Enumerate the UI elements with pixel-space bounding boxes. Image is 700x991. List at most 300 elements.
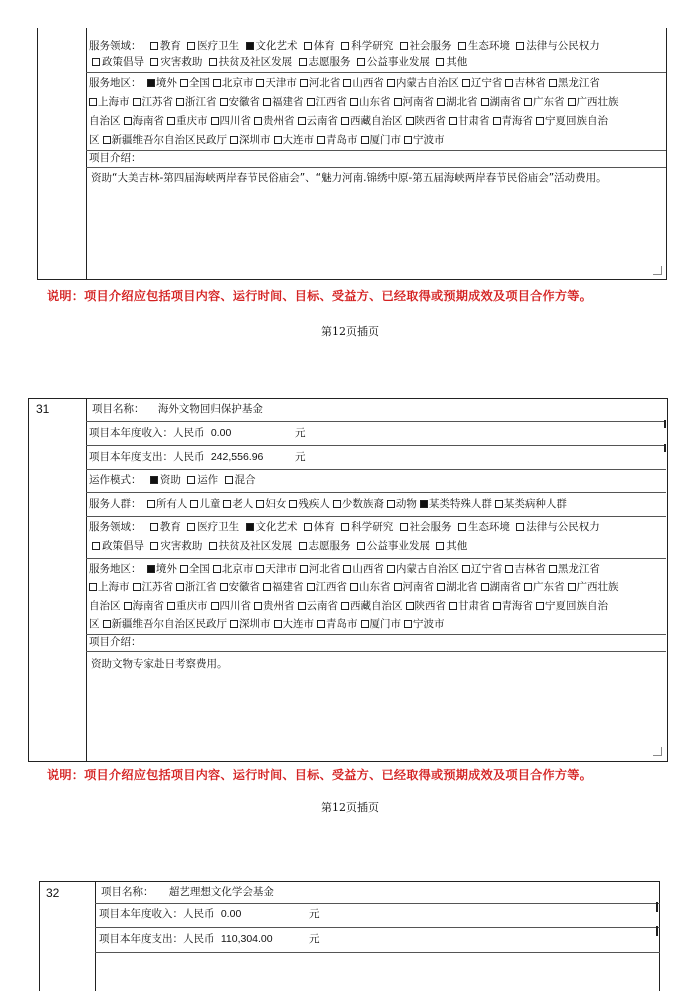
unchecked-checkbox-icon[interactable] [568, 98, 576, 106]
unchecked-checkbox-icon[interactable] [536, 117, 544, 125]
option-label: 甘肃省 [458, 600, 490, 612]
unit-label: 元 [295, 451, 306, 463]
unchecked-checkbox-icon[interactable] [254, 602, 262, 610]
option-label: 动物 [395, 498, 417, 510]
option-label: 青岛市 [326, 134, 358, 146]
checked-checkbox-icon[interactable] [147, 79, 155, 87]
unchecked-checkbox-icon[interactable] [211, 602, 219, 610]
unchecked-checkbox-icon[interactable] [187, 476, 195, 484]
unchecked-checkbox-icon[interactable] [343, 565, 351, 573]
domain-options-30-line2-option [147, 56, 205, 68]
option-label: 教育 [159, 521, 181, 533]
unchecked-checkbox-icon[interactable] [462, 79, 470, 87]
option-label: 公益事业发展 [366, 56, 430, 68]
checked-checkbox-icon[interactable] [150, 476, 158, 484]
option-label: 内蒙古自治区 [395, 77, 459, 89]
project-name[interactable]: 超艺理想文化学会基金 [168, 886, 274, 898]
option-label: 扶贫及社区发展 [218, 56, 293, 68]
unchecked-checkbox-icon[interactable] [387, 565, 395, 573]
checked-checkbox-icon[interactable] [246, 42, 254, 50]
unchecked-checkbox-icon[interactable] [298, 602, 306, 610]
option-label: 黑龙江省 [557, 77, 600, 89]
unchecked-checkbox-icon[interactable] [436, 58, 444, 66]
unchecked-checkbox-icon[interactable] [493, 117, 501, 125]
project-index: 32 [46, 886, 60, 900]
domain-options-30-line1-option [243, 40, 301, 52]
domain-options-31-line2-option [354, 540, 433, 552]
region-options-30-line2-option [391, 96, 435, 108]
unchecked-checkbox-icon[interactable] [304, 523, 312, 531]
region-options-30-line4-option [401, 134, 445, 146]
unchecked-checkbox-icon[interactable] [404, 620, 412, 628]
unchecked-checkbox-icon[interactable] [304, 42, 312, 50]
textarea-resize-handle-icon[interactable] [653, 747, 662, 756]
unchecked-checkbox-icon[interactable] [230, 136, 238, 144]
option-label: 儿童 [199, 498, 221, 510]
domain-options-31-line2-option [296, 540, 354, 552]
region-options-30-line3-option [251, 115, 295, 127]
crowd-options-31 [147, 498, 567, 510]
option-label: 生态环境 [467, 521, 510, 533]
unchecked-checkbox-icon[interactable] [263, 583, 271, 591]
option-label: 其他 [446, 540, 468, 552]
option-label: 政策倡导 [102, 56, 144, 68]
region-options-30-line3-option [533, 115, 608, 127]
income-label: 项目本年度收入： [89, 427, 173, 439]
unchecked-checkbox-icon[interactable] [300, 565, 308, 573]
unchecked-checkbox-icon[interactable] [103, 620, 111, 628]
unchecked-checkbox-icon[interactable] [256, 79, 264, 87]
option-label: 宁夏回族自治 [545, 115, 608, 127]
region-options-30-line1-option [459, 77, 503, 89]
unchecked-checkbox-icon[interactable] [187, 42, 195, 50]
unchecked-checkbox-icon[interactable] [176, 98, 184, 106]
unchecked-checkbox-icon[interactable] [387, 79, 395, 87]
unchecked-checkbox-icon[interactable] [549, 79, 557, 87]
unchecked-checkbox-icon[interactable] [516, 523, 524, 531]
unchecked-checkbox-icon[interactable] [350, 583, 358, 591]
crowd-label: 服务人群： [89, 498, 142, 510]
region-options-31-line1-option [253, 563, 297, 575]
expense-value[interactable]: 242,556.96 [210, 451, 264, 463]
unchecked-checkbox-icon[interactable] [289, 500, 297, 508]
option-label: 全国 [188, 77, 210, 89]
unchecked-checkbox-icon[interactable] [167, 602, 175, 610]
unchecked-checkbox-icon[interactable] [230, 620, 238, 628]
option-label: 山东省 [359, 96, 391, 108]
option-label: 全国 [188, 563, 210, 575]
unchecked-checkbox-icon[interactable] [524, 583, 532, 591]
option-label: 陕西省 [414, 600, 446, 612]
region-options-31-line4-option [314, 618, 358, 630]
option-label: 湖北省 [446, 581, 478, 593]
option-label: 河北省 [308, 563, 341, 575]
unchecked-checkbox-icon[interactable] [223, 500, 231, 508]
option-label: 江苏省 [141, 581, 173, 593]
unchecked-checkbox-icon[interactable] [124, 602, 132, 610]
option-label: 自治区 [89, 600, 121, 612]
unchecked-checkbox-icon[interactable] [357, 58, 365, 66]
option-label: 江苏省 [141, 96, 173, 108]
unchecked-checkbox-icon[interactable] [449, 117, 457, 125]
option-label: 教育 [159, 40, 181, 52]
option-label: 湖北省 [446, 96, 478, 108]
intro-text-30[interactable]: 资助“大美吉林-第四届海峡两岸春节民俗庙会”、“魅力河南.锦绣中原-第五届海峡两岸春节民俗庙会”活动费用。 [91, 172, 607, 184]
region-row-31-line3 [89, 598, 608, 614]
unchecked-checkbox-icon[interactable] [133, 583, 141, 591]
textarea-resize-handle-icon[interactable] [653, 266, 662, 275]
unchecked-checkbox-icon[interactable] [361, 136, 369, 144]
option-label: 辽宁省 [470, 563, 503, 575]
unchecked-checkbox-icon[interactable] [400, 523, 408, 531]
unchecked-checkbox-icon[interactable] [167, 117, 175, 125]
divider [95, 952, 660, 953]
unchecked-checkbox-icon[interactable] [150, 542, 158, 550]
region-options-30-line2-option [565, 96, 619, 108]
unchecked-checkbox-icon[interactable] [394, 583, 402, 591]
unchecked-checkbox-icon[interactable] [180, 565, 188, 573]
checked-checkbox-icon[interactable] [420, 500, 428, 508]
domain-options-31-line1-option [338, 521, 396, 533]
expense-row-32 [99, 931, 320, 947]
option-label: 吉林省 [514, 77, 546, 89]
unchecked-checkbox-icon[interactable] [307, 583, 315, 591]
unchecked-checkbox-icon[interactable] [274, 136, 282, 144]
unchecked-checkbox-icon[interactable] [213, 79, 221, 87]
unchecked-checkbox-icon[interactable] [220, 583, 228, 591]
option-label: 江西省 [315, 581, 347, 593]
unchecked-checkbox-icon[interactable] [333, 500, 341, 508]
expense-value[interactable]: 110,304.00 [220, 933, 273, 945]
region-options-30-line1-option [340, 77, 384, 89]
unchecked-checkbox-icon[interactable] [458, 523, 466, 531]
domain-options-31-line2-option [147, 540, 205, 552]
option-label: 少数族裔 [341, 498, 384, 510]
option-label: 妇女 [265, 498, 287, 510]
unchecked-checkbox-icon[interactable] [505, 565, 513, 573]
unchecked-checkbox-icon[interactable] [437, 583, 445, 591]
option-label: 天津市 [265, 563, 297, 575]
region-options-31-line1-option [177, 563, 210, 575]
region-options-31-line4-option [271, 618, 315, 630]
option-label: 北京市 [221, 563, 254, 575]
note-text: 说明：项目介绍应包括项目内容、运行时间、目标、受益方、已经取得或预期成效及项目合作方等。 [47, 289, 593, 303]
option-label: 新疆维吾尔自治区民政厅 [111, 618, 227, 630]
unchecked-checkbox-icon[interactable] [387, 500, 395, 508]
region-options-30-line3-option [338, 115, 403, 127]
option-label: 体育 [313, 40, 335, 52]
region-options-31-line2-option [304, 581, 348, 593]
domain-row-30-line2 [89, 54, 467, 70]
region-options-30-line4-option [358, 134, 402, 146]
unit-label: 元 [309, 908, 320, 920]
domain-options-31-line1-option [147, 521, 184, 533]
insert-page-label: 第12页插页 [321, 801, 379, 814]
unchecked-checkbox-icon[interactable] [89, 583, 97, 591]
region-options-30-line3-option [403, 115, 447, 127]
intro-text-31[interactable]: 资助文物专家赴日考察费用。 [91, 658, 228, 670]
unchecked-checkbox-icon[interactable] [317, 136, 325, 144]
option-label: 科学研究 [351, 40, 394, 52]
unit-label: 元 [295, 427, 306, 439]
unchecked-checkbox-icon[interactable] [404, 136, 412, 144]
unchecked-checkbox-icon[interactable] [317, 620, 325, 628]
option-label: 青岛市 [326, 618, 358, 630]
domain-options-31-line2 [89, 540, 467, 552]
unchecked-checkbox-icon[interactable] [180, 79, 188, 87]
option-label: 深圳市 [239, 618, 271, 630]
unchecked-checkbox-icon[interactable] [437, 98, 445, 106]
name-label: 项目名称： [101, 886, 154, 898]
option-label: 资助 [159, 474, 181, 486]
unchecked-checkbox-icon[interactable] [549, 565, 557, 573]
domain-options-30-line2-option [206, 56, 296, 68]
edge-mark [656, 902, 658, 912]
region-options-31-line1-option [384, 563, 459, 575]
unchecked-checkbox-icon[interactable] [176, 583, 184, 591]
region-options-30-line1-option [177, 77, 210, 89]
region-options-30-line3-option [208, 115, 252, 127]
unchecked-checkbox-icon[interactable] [524, 98, 532, 106]
crowd-options-31-option [330, 498, 384, 510]
option-label: 陕西省 [414, 115, 446, 127]
unchecked-checkbox-icon[interactable] [187, 523, 195, 531]
option-label: 湖南省 [489, 96, 521, 108]
unchecked-checkbox-icon[interactable] [462, 565, 470, 573]
divider [95, 927, 660, 928]
region-options-31-line2 [89, 581, 619, 593]
option-label: 西藏自治区 [350, 600, 403, 612]
unchecked-checkbox-icon[interactable] [341, 42, 349, 50]
unchecked-checkbox-icon[interactable] [341, 602, 349, 610]
option-label: 辽宁省 [470, 77, 503, 89]
region-options-31-line3-option [403, 600, 447, 612]
option-label: 河南省 [402, 581, 434, 593]
unchecked-checkbox-icon[interactable] [213, 565, 221, 573]
name-label: 项目名称： [92, 403, 145, 415]
unchecked-checkbox-icon[interactable] [147, 500, 155, 508]
region-options-30-line3-option [490, 115, 534, 127]
option-label: 新疆维吾尔自治区民政厅 [111, 134, 227, 146]
domain-options-30-line1-option [147, 40, 184, 52]
project-name[interactable]: 海外文物回归保护基金 [157, 403, 263, 415]
option-label: 混合 [234, 474, 256, 486]
option-label: 法律与公民权力 [526, 40, 600, 52]
unchecked-checkbox-icon[interactable] [361, 620, 369, 628]
unchecked-checkbox-icon[interactable] [505, 79, 513, 87]
option-label: 运作 [197, 474, 219, 486]
divider [86, 167, 666, 168]
option-label: 深圳市 [239, 134, 271, 146]
unchecked-checkbox-icon[interactable] [481, 98, 489, 106]
divider [86, 469, 666, 470]
unchecked-checkbox-icon[interactable] [495, 500, 503, 508]
region-options-31-line3-option [338, 600, 403, 612]
unchecked-checkbox-icon[interactable] [350, 98, 358, 106]
region-options-30-line1-option [253, 77, 297, 89]
unchecked-checkbox-icon[interactable] [357, 542, 365, 550]
unchecked-checkbox-icon[interactable] [133, 98, 141, 106]
divider [86, 558, 666, 559]
unchecked-checkbox-icon[interactable] [406, 117, 414, 125]
unchecked-checkbox-icon[interactable] [92, 58, 100, 66]
domain-options-31-line2-option [433, 540, 467, 552]
region-options-30-line3 [89, 115, 608, 127]
region-options-31-line2-option [260, 581, 304, 593]
unchecked-checkbox-icon[interactable] [225, 476, 233, 484]
domain-options-30-line1-option [513, 40, 600, 52]
option-label: 四川省 [219, 600, 251, 612]
option-label: 社会服务 [409, 40, 452, 52]
option-label: 区 [89, 618, 100, 630]
region-options-30-line1-option [546, 77, 600, 89]
unchecked-checkbox-icon[interactable] [220, 98, 228, 106]
unchecked-checkbox-icon[interactable] [341, 523, 349, 531]
option-label: 厦门市 [369, 134, 401, 146]
unchecked-checkbox-icon[interactable] [124, 117, 132, 125]
region-options-30-line2-option [434, 96, 478, 108]
option-label: 浙江省 [185, 96, 217, 108]
option-label: 海南省 [132, 600, 164, 612]
domain-options-31-line1-option [243, 521, 301, 533]
unchecked-checkbox-icon[interactable] [103, 136, 111, 144]
crowd-options-31-option [417, 498, 492, 510]
edge-mark [664, 444, 666, 452]
edge-mark [664, 420, 666, 428]
domain-options-31-line1-option [301, 521, 338, 533]
option-label: 河北省 [308, 77, 341, 89]
unchecked-checkbox-icon[interactable] [406, 602, 414, 610]
option-label: 上海市 [98, 96, 130, 108]
option-label: 海南省 [132, 115, 164, 127]
domain-options-30-line2-option [354, 56, 433, 68]
option-label: 福建省 [272, 581, 304, 593]
income-value[interactable]: 0.00 [210, 427, 232, 439]
unchecked-checkbox-icon[interactable] [209, 58, 217, 66]
unchecked-checkbox-icon[interactable] [300, 79, 308, 87]
unchecked-checkbox-icon[interactable] [298, 117, 306, 125]
unchecked-checkbox-icon[interactable] [209, 542, 217, 550]
unchecked-checkbox-icon[interactable] [341, 117, 349, 125]
unchecked-checkbox-icon[interactable] [458, 42, 466, 50]
unchecked-checkbox-icon[interactable] [150, 58, 158, 66]
unchecked-checkbox-icon[interactable] [190, 500, 198, 508]
domain-options-30-line1-option [184, 40, 242, 52]
intro-label-31: 项目介绍： [89, 636, 142, 648]
crowd-options-31-option [187, 498, 220, 510]
region-options-30-line1-option [147, 77, 177, 89]
option-label: 志愿服务 [308, 56, 351, 68]
unchecked-checkbox-icon[interactable] [536, 602, 544, 610]
unchecked-checkbox-icon[interactable] [400, 42, 408, 50]
region-options-31-line4 [89, 618, 445, 630]
unchecked-checkbox-icon[interactable] [493, 602, 501, 610]
checked-checkbox-icon[interactable] [246, 523, 254, 531]
domain-options-31-line1-option [513, 521, 600, 533]
region-options-30-line4-option [271, 134, 315, 146]
option-label: 某类特殊人群 [428, 498, 492, 510]
currency-label: 人民币 [173, 427, 205, 439]
note-text: 说明：项目介绍应包括项目内容、运行时间、目标、受益方、已经取得或预期成效及项目合作方等。 [47, 768, 593, 782]
crowd-options-31-option [384, 498, 417, 510]
option-label: 福建省 [272, 96, 304, 108]
unchecked-checkbox-icon[interactable] [481, 583, 489, 591]
unchecked-checkbox-icon[interactable] [256, 565, 264, 573]
unchecked-checkbox-icon[interactable] [150, 42, 158, 50]
domain-options-30-line2 [89, 56, 467, 68]
divider [86, 421, 666, 422]
region-options-31-line4-option [358, 618, 402, 630]
unchecked-checkbox-icon[interactable] [263, 98, 271, 106]
domain-options-30-line1 [147, 40, 600, 52]
region-options-30-line1-option [384, 77, 459, 89]
income-value[interactable]: 0.00 [220, 908, 242, 920]
region-options-31-line4-option [100, 618, 228, 630]
region-options-31-line2-option [521, 581, 565, 593]
unchecked-checkbox-icon[interactable] [92, 542, 100, 550]
region-options-31-line3-option [295, 600, 339, 612]
unchecked-checkbox-icon[interactable] [299, 542, 307, 550]
domain-row-31 [89, 519, 600, 535]
unchecked-checkbox-icon[interactable] [436, 542, 444, 550]
region-options-31-line2-option [217, 581, 261, 593]
option-label: 云南省 [306, 115, 338, 127]
unchecked-checkbox-icon[interactable] [254, 117, 262, 125]
option-label: 公益事业发展 [366, 540, 430, 552]
unchecked-checkbox-icon[interactable] [449, 602, 457, 610]
unchecked-checkbox-icon[interactable] [274, 620, 282, 628]
income-label: 项目本年度收入： [99, 908, 183, 920]
region-options-31-line2-option [434, 581, 478, 593]
expense-row-31 [89, 449, 306, 465]
option-label: 四川省 [219, 115, 251, 127]
region-options-30-line1 [147, 77, 600, 89]
region-options-31-line3-option [89, 600, 121, 612]
unchecked-checkbox-icon[interactable] [211, 117, 219, 125]
option-label: 扶贫及社区发展 [218, 540, 293, 552]
unchecked-checkbox-icon[interactable] [568, 583, 576, 591]
region-options-30-line4-option [89, 134, 100, 146]
unchecked-checkbox-icon[interactable] [299, 58, 307, 66]
region-options-30-line3-option [89, 115, 121, 127]
checked-checkbox-icon[interactable] [147, 565, 155, 573]
unchecked-checkbox-icon[interactable] [307, 98, 315, 106]
option-label: 科学研究 [351, 521, 394, 533]
unchecked-checkbox-icon[interactable] [89, 98, 97, 106]
option-label: 黑龙江省 [557, 563, 600, 575]
region-row-31-line4 [89, 616, 445, 632]
option-label: 所有人 [155, 498, 188, 510]
region-options-30-line4 [89, 134, 445, 146]
option-label: 灾害救助 [160, 56, 203, 68]
unchecked-checkbox-icon[interactable] [343, 79, 351, 87]
option-label: 大连市 [282, 618, 314, 630]
option-label: 医疗卫生 [197, 521, 240, 533]
expense-label: 项目本年度支出： [99, 933, 183, 945]
unchecked-checkbox-icon[interactable] [256, 500, 264, 508]
option-label: 残疾人 [298, 498, 330, 510]
region-label: 服务地区： [89, 77, 142, 89]
unchecked-checkbox-icon[interactable] [516, 42, 524, 50]
option-label: 浙江省 [185, 581, 217, 593]
unchecked-checkbox-icon[interactable] [150, 523, 158, 531]
region-options-30-line3-option [446, 115, 490, 127]
region-row-31 [89, 561, 600, 577]
option-label: 青海省 [501, 115, 533, 127]
region-options-31-line3-option [121, 600, 165, 612]
option-label: 贵州省 [263, 115, 295, 127]
unchecked-checkbox-icon[interactable] [394, 98, 402, 106]
